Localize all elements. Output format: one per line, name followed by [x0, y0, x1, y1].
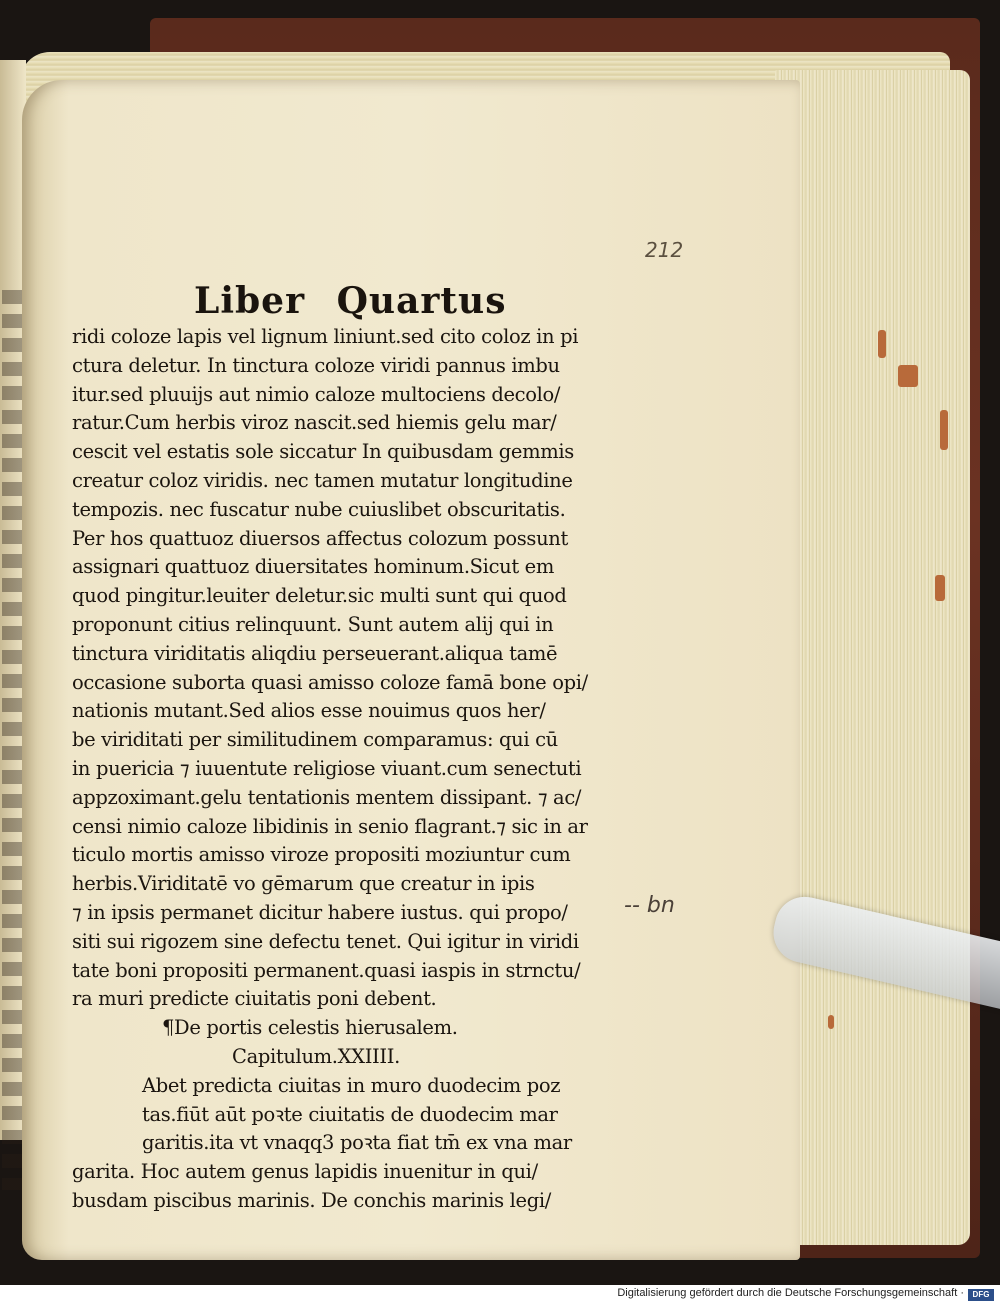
text-line: creatur coloz viridis. nec tamen mutatur longitudine — [72, 468, 573, 492]
text-line: siti sui rigozem sine defectu tenet. Qui igitur in viridi — [72, 929, 579, 953]
page-stain — [940, 410, 948, 450]
text-line: ratur.Cum herbis viroz nascit.sed hiemis gelu mar/ — [72, 411, 557, 435]
page-stain — [878, 330, 886, 358]
chapter-line: garitis.ita vt vnaqq3 poꝛta fiat tm̄ ex vna mar — [142, 1131, 572, 1155]
footer-bar — [0, 1285, 1000, 1305]
text-line: in puericia ⁊ iuuentute religiose viuant.cum senectuti — [72, 756, 582, 780]
book-page — [22, 80, 800, 1260]
text-line: be viriditati per similitudinem comparamus: qui cū — [72, 728, 558, 752]
text-line: ra muri predicte ciuitatis poni debent. — [72, 987, 437, 1011]
text-line: nationis mutant.Sed alios esse nouimus quos her/ — [72, 699, 546, 723]
text-line: ridi coloze lapis vel lignum liniunt.sed cito coloz in pi — [72, 325, 579, 348]
text-line: ctura deletur. In tinctura coloze viridi pannus imbu — [72, 353, 560, 377]
chapter-line: busdam piscibus marinis. De conchis marinis legi/ — [72, 1188, 551, 1212]
text-line: tempozis. nec fuscatur nube cuiuslibet obscuritatis. — [72, 497, 566, 521]
text-line: herbis.Viriditatē vo gēmarum que creatur in ipis — [72, 872, 535, 896]
text-line: proponunt citius relinquunt. Sunt autem alij qui in — [72, 612, 554, 636]
folio-number: 212 — [645, 238, 684, 262]
marginal-note: -- bn — [624, 893, 675, 918]
rubric: ¶De portis celestis hierusalem. — [162, 1016, 458, 1040]
page-stain — [935, 575, 945, 601]
chapter-line: tas.fiūt aūt poꝛte ciuitatis de duodecim mar — [142, 1102, 558, 1126]
chapter-line: Abet predicta ciuitas in muro duodecim poz — [142, 1073, 561, 1097]
page-stain — [898, 365, 918, 387]
running-head: Liber Quartus — [194, 280, 507, 322]
page-text — [72, 323, 632, 1216]
text-line: appzoximant.gelu tentationis mentem dissipant. ⁊ ac/ — [72, 785, 582, 809]
text-line: quod pingitur.leuiter deletur.sic multi sunt qui quod — [72, 584, 567, 608]
page-stain — [828, 1015, 834, 1029]
text-line: ticulo mortis amisso viroze propositi moziuntur cum — [72, 843, 571, 867]
text-line: ⁊ in ipsis permanet dicitur habere iustus. qui propo/ — [72, 900, 568, 924]
page-fore-edges — [775, 70, 970, 1245]
chapter-line: garita. Hoc autem genus lapidis inuenitur in qui/ — [72, 1160, 538, 1184]
text-line: itur.sed pluuijs aut nimio caloze multociens decolo/ — [72, 382, 561, 406]
chapter-heading: Capitulum.XXIIII. — [232, 1044, 400, 1068]
text-line: tinctura viriditatis aliqdiu perseuerant.aliqua tamē — [72, 641, 558, 665]
text-line: occasione suborta quasi amisso coloze famā bone opi/ — [72, 670, 588, 694]
text-line: Per hos quattuoz diuersos affectus colozum possunt — [72, 526, 568, 550]
text-line: cescit vel estatis sole siccatur In quibusdam gemmis — [72, 440, 574, 464]
text-line: censi nimio caloze libidinis in senio flagrant.⁊ sic in ar — [72, 814, 588, 838]
funding-credit: Digitalisierung gefördert durch die Deutsche Forschungsgemeinschaft · — [617, 1287, 964, 1299]
dfg-logo: DFG — [968, 1289, 994, 1301]
text-line: tate boni propositi permanent.quasi iaspis in strnctu/ — [72, 958, 581, 982]
text-line: assignari quattuoz diuersitates hominum.Sicut em — [72, 555, 555, 579]
facing-page-text-fragment — [2, 290, 24, 1190]
